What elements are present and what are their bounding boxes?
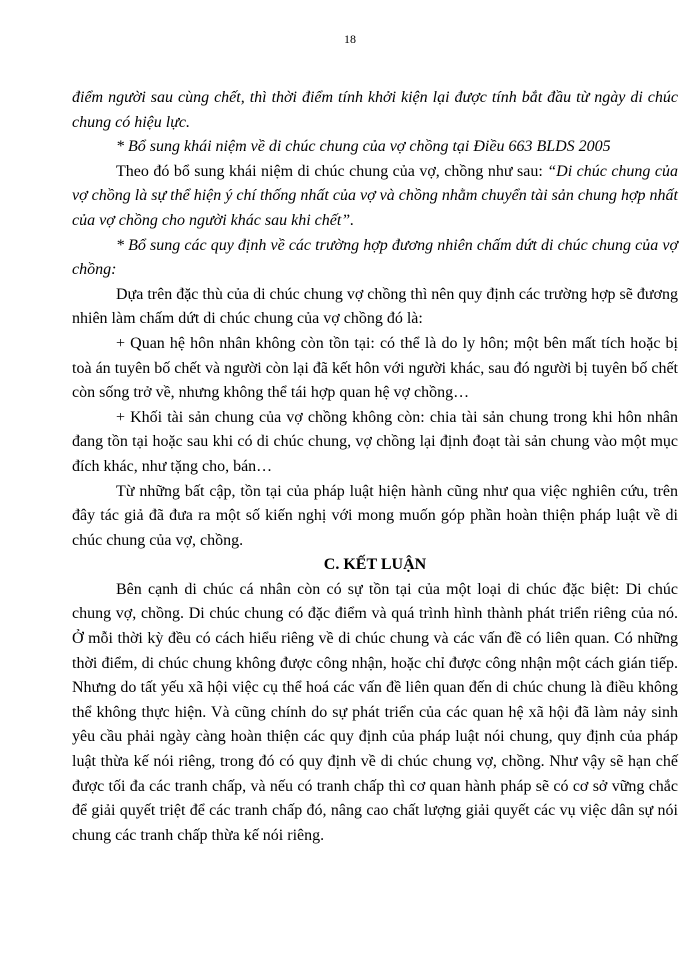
paragraph-summary: Từ những bất cập, tồn tại của pháp luật hiện hành cũng như qua việc nghiên cứu, trên đây tác giả đã đưa ra một số kiến nghị với mong muốn góp phần hoàn thiện pháp luật về di chúc chung của vợ, chồng. (72, 482, 678, 549)
paragraph-amendment-concept: * Bổ sung khái niệm về di chúc chung của vợ chồng tại Điều 663 BLDS 2005 (116, 138, 611, 156)
paragraph-conclusion: Bên cạnh di chúc cá nhân còn có sự tồn tại của một loại di chúc đặc biệt: Di chúc chung vợ, chồng. Di chúc chung có đặc điểm và quá trình hình thành phát triển riêng của nó. Ở mỗi thời kỳ đều có cách hiểu riêng về di chúc chung và các vấn đề có liên quan. Có những thời điểm, di chúc chung không được công nhận, hoặc chỉ được công nhận một cách gián tiếp. Nhưng do tất yếu xã hội việc cụ thể hoá các vấn đề liên quan đến di chúc chung là điều không thể không thực hiện. Và cũng chính do sự phát triển của các quan hệ xã hội đã làm nảy sinh yêu cầu phải ngày càng hoàn thiện các quy định của pháp luật nói chung, quy định của pháp luật thừa kế nói riêng, trong đó có quy định về di chúc chung vợ, chồng. Như vậy sẽ hạn chế được tối đa các tranh chấp, và nếu có tranh chấp thì cơ quan hành pháp sẽ có cơ sở vững chắc để giải quyết triệt để các tranh chấp đó, nâng cao chất lượng giải quyết các vụ việc dân sự nói chung các tranh chấp thừa kế nói riêng. (72, 580, 678, 844)
document-body (72, 86, 678, 848)
section-heading-conclusion: C. KẾT LUẬN (323, 556, 427, 574)
definition-quote: “Di chúc chung của vợ chồng là sự thể hiện ý chí thống nhất của vợ và chồng nhằm chuyển tài sản chung hợp nhất của vợ chồng cho người khác sau khi chết”. (72, 162, 678, 229)
paragraph-amendment-termination: * Bổ sung các quy định về các trường hợp đương nhiên chấm dứt di chúc chung của vợ chồng: (72, 236, 678, 279)
paragraph-case-property: + Khối tài sản chung của vợ chồng không còn: chia tài sản chung trong khi hôn nhân đang tồn tại hoặc sau khi có di chúc chung, vợ chồng lại định đoạt tài sản chung vào một mục đích khác, như tặng cho, bán… (72, 408, 678, 475)
paragraph-definition (72, 160, 678, 234)
definition-lead: Theo đó bổ sung khái niệm di chúc chung của vợ, chồng như sau: (116, 162, 548, 180)
paragraph-continuation: điểm người sau cùng chết, thì thời điểm tính khởi kiện lại được tính bắt đầu từ ngày di chúc chung có hiệu lực. (72, 89, 678, 131)
paragraph-basis: Dựa trên đặc thù của di chúc chung vợ chồng thì nên quy định các trường hợp sẽ đương nhiên làm chấm dứt di chúc chung của vợ chồng đó là: (72, 285, 678, 328)
page-number: 18 (344, 32, 356, 46)
paragraph-case-marriage: + Quan hệ hôn nhân không còn tồn tại: có thể là do ly hôn; một bên mất tích hoặc bị toà án tuyên bố chết và người còn lại đã kết hôn với người khác, sau đó người bị tuyên bố chết còn sống trở về, nhưng không thể tái hợp quan hệ vợ chồng… (72, 334, 678, 402)
